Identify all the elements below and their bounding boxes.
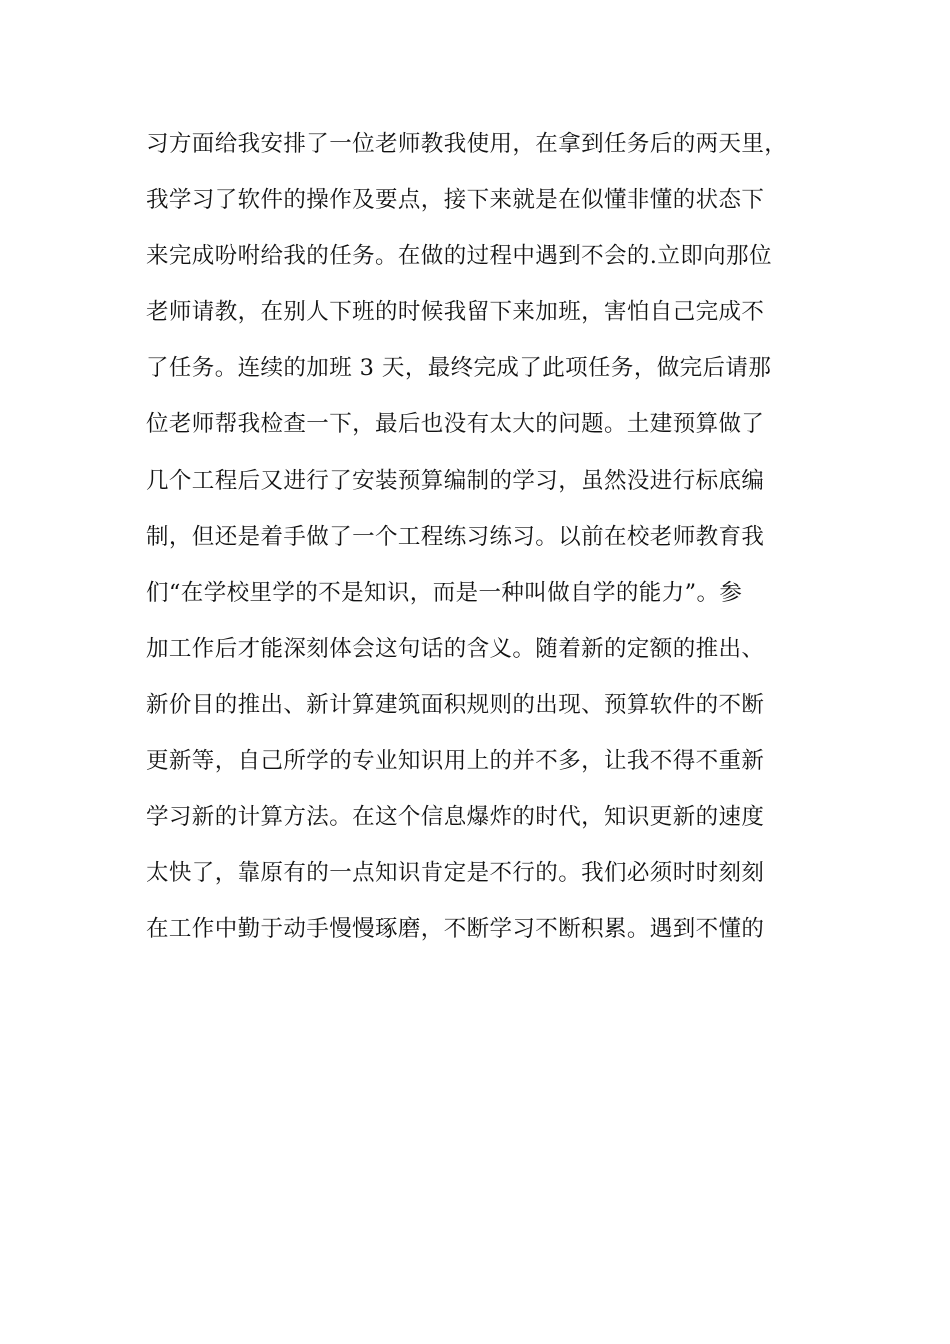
text-line: 了任务。连续的加班 3 天，最终完成了此项任务，做完后请那 (146, 355, 772, 382)
text-line: 制，但还是着手做了一个工程练习练习。以前在校老师教育我 (146, 523, 765, 550)
text-line: 我学习了软件的操作及要点，接下来就是在似懂非懂的状态下 (146, 187, 765, 214)
text-line: 来完成吩咐给我的任务。在做的过程中遇到不会的.立即向那位 (146, 243, 772, 270)
text-line: 位老师帮我检查一下，最后也没有太大的问题。土建预算做了 (146, 411, 765, 438)
text-line: 习方面给我安排了一位老师教我使用，在拿到任务后的两天里， (146, 131, 788, 157)
text-line: 新价目的推出、新计算建筑面积规则的出现、预算软件的不断 (146, 691, 765, 718)
text-line: 加工作后才能深刻体会这句话的含义。随着新的定额的推出、 (146, 635, 765, 662)
text-line: 学习新的计算方法。在这个信息爆炸的时代，知识更新的速度 (146, 804, 765, 831)
text-line: 太快了，靠原有的一点知识肯定是不行的。我们必须时时刻刻 (146, 860, 765, 887)
text-line: 几个工程后又进行了安装预算编制的学习，虽然没进行标底编 (146, 467, 765, 494)
text-line: 们“在学校里学的不是知识，而是一种叫做自学的能力”。参 (146, 579, 743, 606)
text-line: 更新等，自己所学的专业知识用上的并不多，让我不得不重新 (146, 748, 765, 775)
text-line: 老师请教，在别人下班的时候我留下来加班，害怕自己完成不 (146, 299, 765, 326)
body-text (146, 132, 826, 973)
text-line: 在工作中勤于动手慢慢琢磨，不断学习不断积累。遇到不懂的 (146, 916, 765, 943)
